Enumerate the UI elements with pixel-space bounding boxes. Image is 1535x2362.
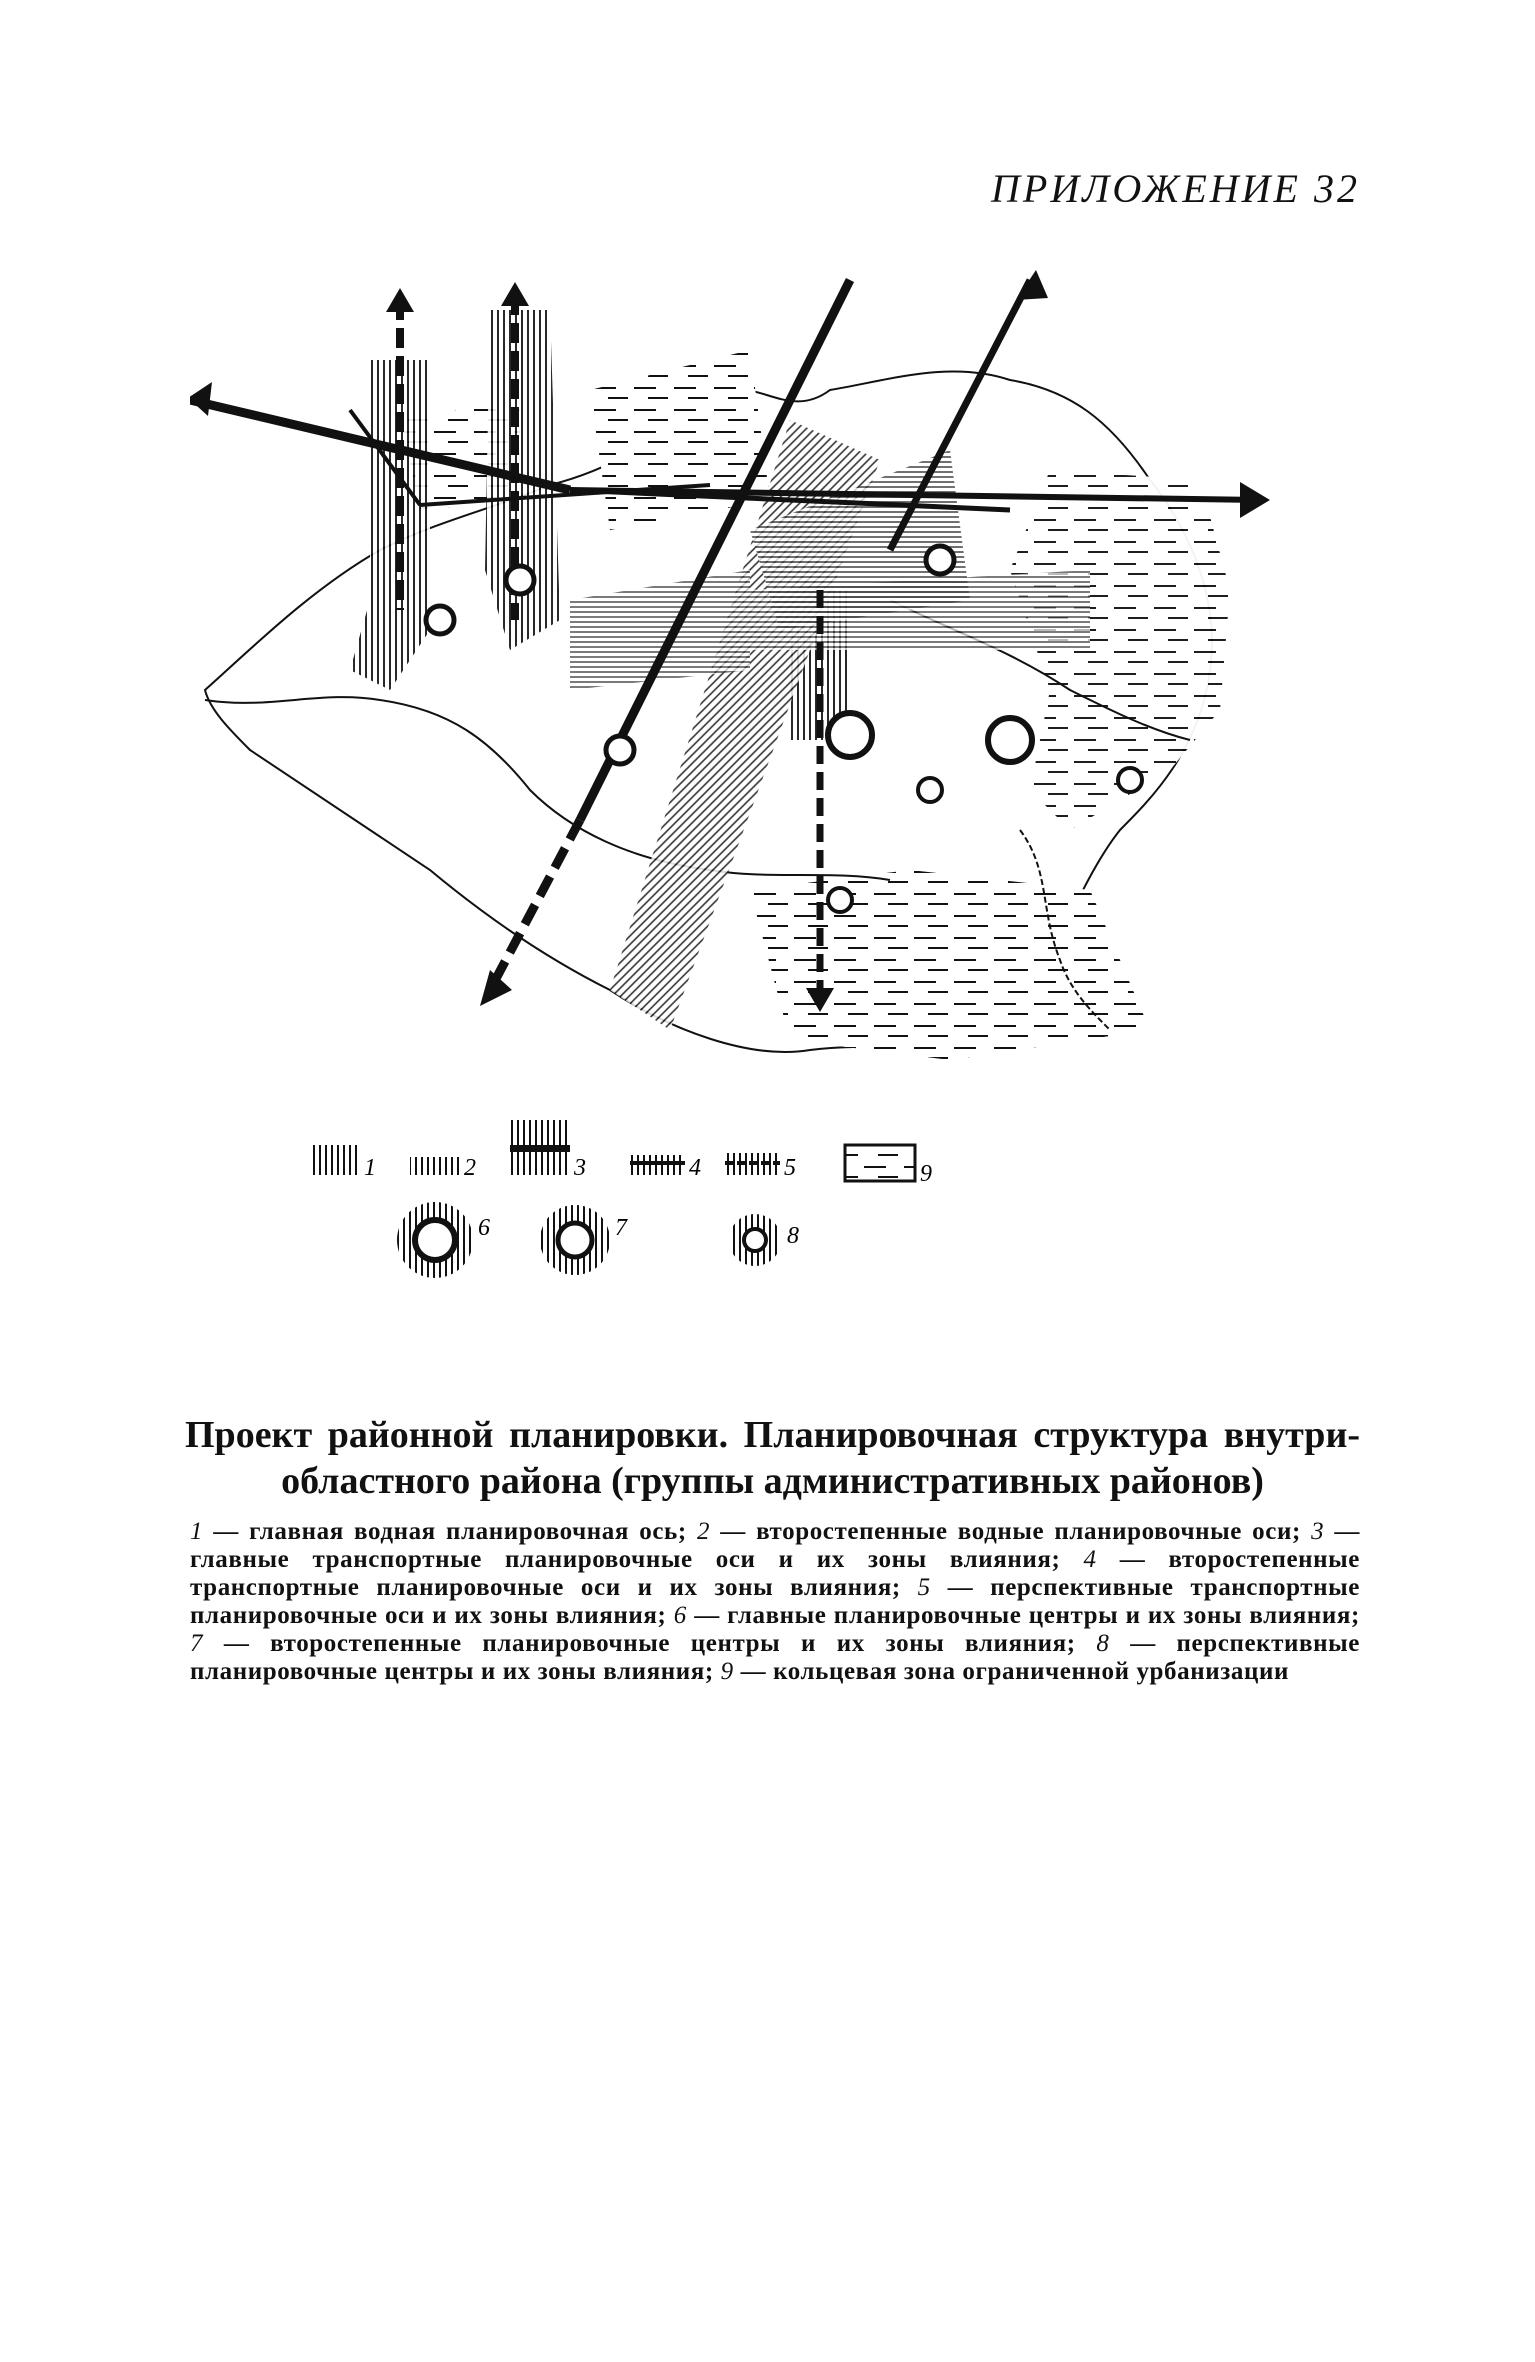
legend-number: 9 (920, 1161, 932, 1187)
legend-number: 5 (784, 1155, 796, 1181)
legend-number: 3 (574, 1155, 586, 1181)
secondary-center (926, 546, 954, 574)
transport-axis-zone (570, 570, 750, 690)
legend-item-3 (510, 1120, 586, 1181)
caption-legend-text (190, 1518, 1360, 1686)
caption-title (185, 1412, 1360, 1504)
arrow-head (1016, 270, 1048, 300)
secondary-center (426, 606, 454, 634)
water-axis-zone (350, 360, 430, 690)
caption-item: 7 — второстепенные планировочные центры и их зоны влияния; (190, 1630, 1076, 1657)
prospective-center (918, 778, 942, 802)
legend-number: 7 (615, 1215, 627, 1241)
legend-symbol-restricted-zone (845, 1145, 915, 1181)
arrow-head (1240, 482, 1270, 518)
arrow-head (386, 288, 414, 312)
caption-item: 4 — второстепенные транспортные планировочные оси и их зоны влияния; (190, 1546, 1360, 1601)
main-center (988, 718, 1032, 762)
restricted-urbanization-zone-south (750, 870, 1150, 1060)
main-center (828, 713, 872, 757)
legend-item-9 (845, 1145, 932, 1187)
prospective-center (828, 888, 852, 912)
map-legend (300, 1115, 1000, 1285)
caption-item: 1 — главная водная планировочная ось; (190, 1518, 687, 1545)
planning-structure-map (190, 270, 1300, 1070)
legend-item-1 (310, 1145, 376, 1181)
legend-item-7 (540, 1205, 628, 1275)
legend-item-6 (397, 1202, 490, 1278)
legend-item-5 (725, 1153, 796, 1181)
legend-item-4 (630, 1155, 701, 1181)
legend-number: 2 (464, 1155, 476, 1181)
legend-number: 8 (787, 1223, 799, 1249)
arrow-head (501, 282, 529, 306)
secondary-center (606, 736, 634, 764)
legend-item-8 (729, 1214, 799, 1266)
caption-title-line-2: областного района (группы административных районов) (281, 1460, 1264, 1502)
caption-item: 8 — перспективные планировочные центры и их зоны влияния; (190, 1630, 1360, 1685)
caption-title-line-1: Проект районной планировки. Планировочная структура внутри- (185, 1414, 1360, 1456)
legend-number: 4 (689, 1155, 701, 1181)
legend-symbol-secondary-water-axis (410, 1157, 460, 1175)
caption-item: 3 — главные транспортные планировочные оси и их зоны влияния; (190, 1518, 1360, 1573)
legend-symbol-main-water-axis (310, 1145, 360, 1175)
legend-item-2 (410, 1155, 476, 1181)
caption-item: 2 — второстепенные водные планировочные оси; (696, 1518, 1301, 1545)
caption-item: 5 — перспективные транспортные планировочные оси и их зоны влияния; (190, 1574, 1360, 1629)
prospective-center (1118, 768, 1142, 792)
caption-item: 9 — кольцевая зона ограниченной урбанизации (720, 1658, 1290, 1685)
arrow-head (190, 382, 212, 416)
appendix-label: ПРИЛОЖЕНИЕ 32 (991, 166, 1360, 211)
transport-axis-line (490, 820, 580, 990)
legend-number: 1 (364, 1155, 376, 1181)
caption-item: 6 — главные планировочные центры и их зоны влияния; (673, 1602, 1360, 1629)
secondary-center (506, 566, 534, 594)
legend-number: 6 (478, 1215, 490, 1241)
